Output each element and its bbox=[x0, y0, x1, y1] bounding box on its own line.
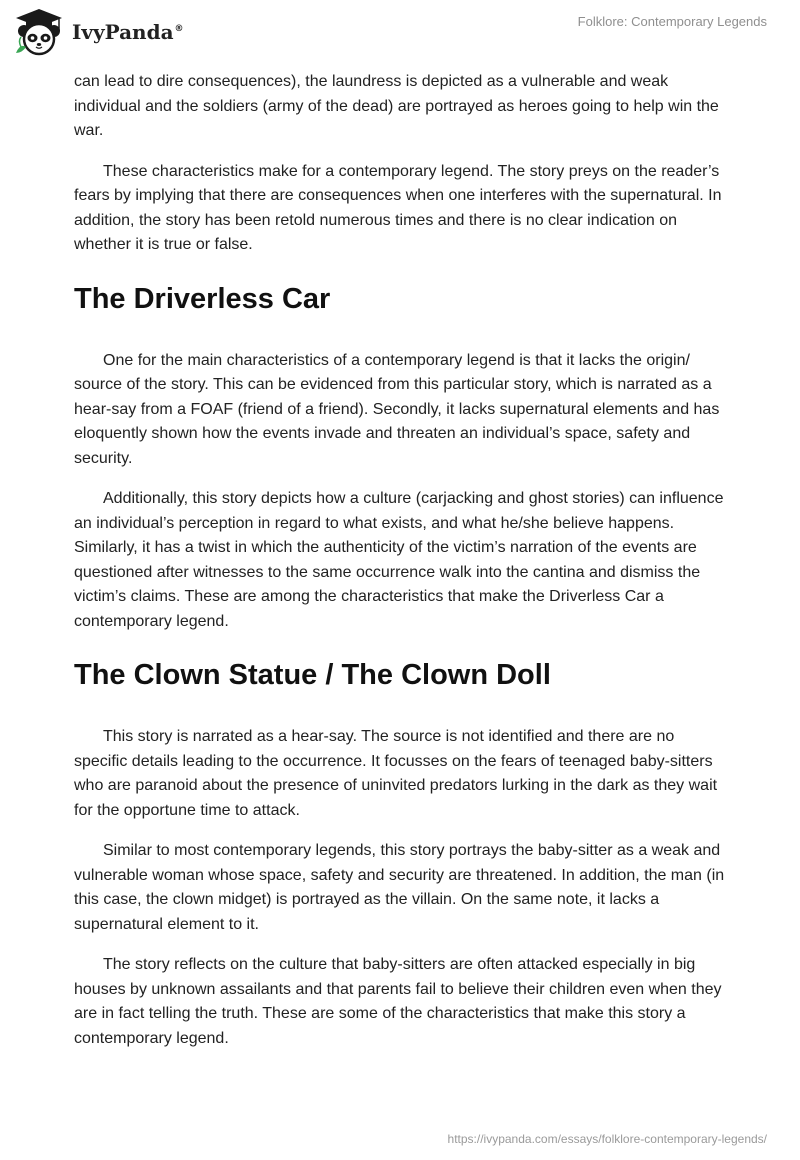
paragraph: This story is narrated as a hear-say. The source is not identified and there are no specific details leading to the occurrence. It focusses on the fears of teenaged baby-sitters who are paranoid about the presence of uninvited predators lurking in the dark as they wait for the opportune time to attack. bbox=[74, 728, 718, 819]
section-heading-clown-statue: The Clown Statue / The Clown Doll bbox=[74, 659, 551, 691]
section-heading-driverless-car: The Driverless Car bbox=[74, 282, 331, 315]
paragraph: The story reflects on the culture that baby-sitters are often attacked especially in big houses by unknown assailants and that parents fail to believe their children even when they are in fact telling the truth. These are some of the characteristics that make this story a contemporary legend. bbox=[74, 956, 722, 1047]
paragraph: Additionally, this story depicts how a culture (carjacking and ghost stories) can influence an individual’s perception in regard to what exists, and what he/she believe happens. Similarly, it has a twist in which the authenticity of the victim’s narration of the events are questioned after witnesses to the same occurrence walk into the cantina and dismiss the victim’s claims. These are among the characteristics that make the Driverless Car a contemporary legend. bbox=[74, 490, 724, 630]
paragraph: One for the main characteristics of a contemporary legend is that it lacks the origin/ source of the story. This can be evidenced from this particular story, which is narrated as a hear-say from a FOAF (friend of a friend). Secondly, it lacks supernatural elements and has eloquently shown how the events invade and threaten an individual’s space, safety and security. bbox=[74, 351, 720, 467]
article-body bbox=[74, 70, 726, 1067]
brand-name: IvyPanda® bbox=[72, 20, 184, 44]
document-title: Folklore: Contemporary Legends bbox=[577, 14, 767, 29]
panda-graduation-cap-icon bbox=[12, 7, 66, 57]
paragraph: These characteristics make for a contemporary legend. The story preys on the reader’s fears by implying that there are consequences when one interferes with the supernatural. In addition, the story has been retold numerous times and there is no clear indication on whether it is true or false. bbox=[74, 162, 722, 253]
registered-mark: ® bbox=[174, 24, 184, 35]
page-header bbox=[0, 0, 800, 64]
paragraph: can lead to dire consequences), the laundress is depicted as a vulnerable and weak individual and the soldiers (army of the dead) are portrayed as heroes going to help win the war. bbox=[74, 73, 719, 139]
brand-logo[interactable] bbox=[12, 7, 184, 57]
paragraph: Similar to most contemporary legends, this story portrays the baby-sitter as a weak and vulnerable woman whose space, safety and security are threatened. In addition, the man (in this case, the clown midget) is portrayed as the villain. On the same note, it lacks a supernatural element to it. bbox=[74, 842, 725, 933]
source-url[interactable]: https://ivypanda.com/essays/folklore-contemporary-legends/ bbox=[447, 1132, 767, 1146]
